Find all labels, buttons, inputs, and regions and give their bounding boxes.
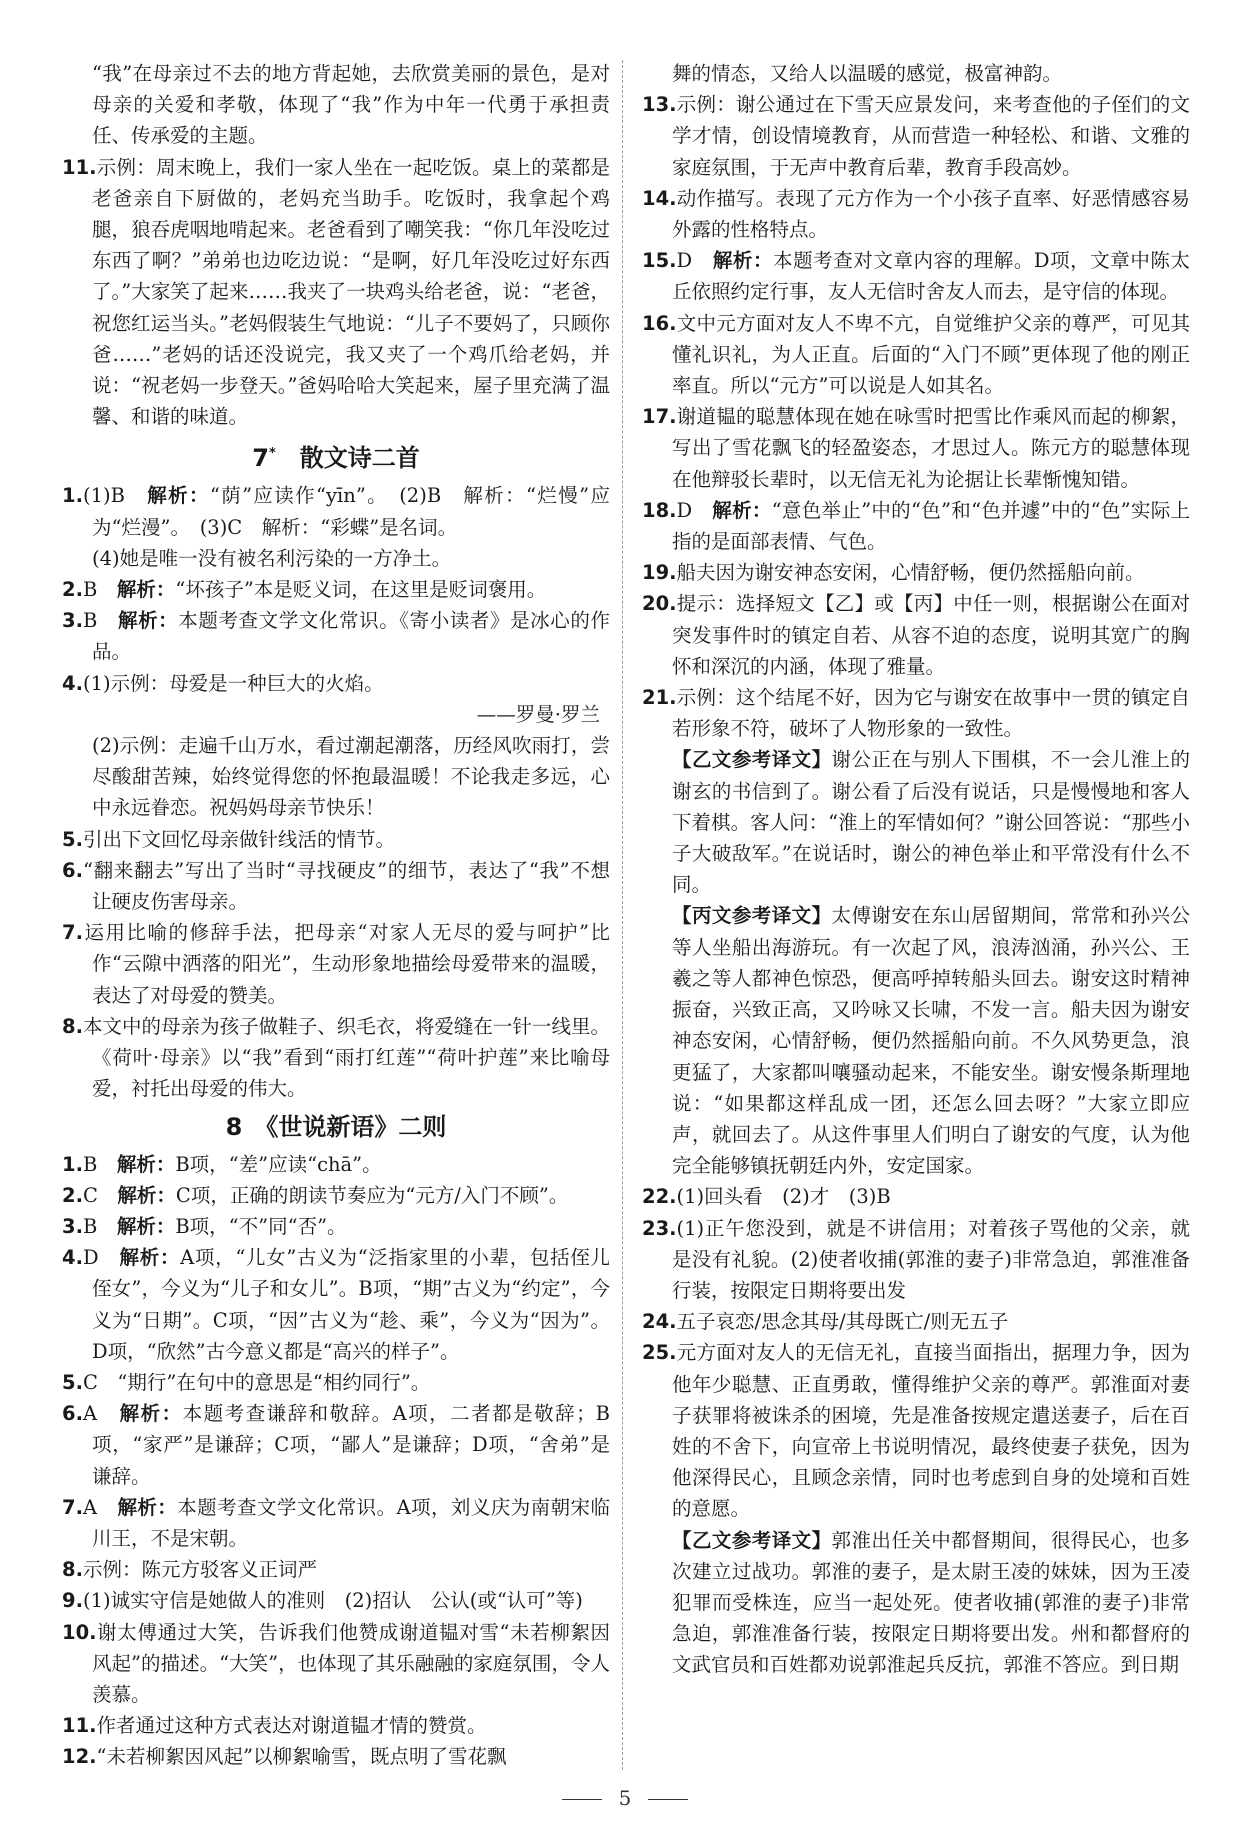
answer-number: 2. (62, 578, 83, 602)
analysis-text: C项，正确的朗读节奏应为“元方/入门不顾”。 (175, 1183, 569, 1207)
right-column (642, 58, 1190, 1681)
answer-number: 3. (62, 609, 83, 633)
answer-item (62, 1398, 610, 1492)
analysis-text: A项，“儿女”古义为“泛指家里的小辈，包括侄儿侄女”，今义为“儿子和女儿”。B项，“期”古义为“约定”，今义为“日期”。C项，“因”古义为“趁、乘”，今义为“因为”。D项，“欣然”古今意义都是“高兴的样子”。 (92, 1246, 610, 1363)
page-footer (0, 1786, 1250, 1810)
answer-text: “未若柳絮因风起”以柳絮喻雪，既点明了雪花飘 (96, 1745, 507, 1769)
analysis-text: “坏孩子”本是贬义词，在这里是贬词褒用。 (175, 578, 547, 602)
answer-text: 谢太傅通过大笑，告诉我们他赞成谢道韫对雪“未若柳絮因风起”的描述。“大笑”，也体现了其乐融融的家庭氛围，令人羡慕。 (92, 1620, 610, 1706)
answer-number: 1. (62, 1152, 83, 1176)
analysis-label: 解析： (119, 1402, 183, 1426)
answer-item (62, 152, 610, 433)
answer-text: (1)回头看 (2)才 (3)B (676, 1185, 891, 1209)
section-heading (62, 1107, 610, 1147)
answer-item (62, 1585, 610, 1616)
answer-item (62, 1180, 610, 1211)
answer-item (62, 1710, 610, 1741)
analysis-label: 解析： (116, 1152, 176, 1176)
answer-item (62, 1242, 610, 1367)
section-mark: * (268, 446, 276, 462)
answer-text: 船夫因为谢安神态安闲，心情舒畅，便仍然摇船向前。 (676, 561, 1145, 585)
section-number: 7 (252, 444, 269, 473)
analysis-text: “期行”在句中的意思是“相约同行”。 (117, 1370, 431, 1394)
quote-attribution (62, 699, 610, 730)
analysis-label: 解析： (117, 1183, 176, 1207)
analysis-label: 解析： (147, 484, 210, 508)
answer-number: 4. (62, 1246, 83, 1270)
answer-number: 10. (62, 1620, 97, 1644)
answer-text: C (82, 1370, 118, 1394)
answer-number: 8. (62, 1558, 83, 1582)
analysis-text: B项，“不”同“否”。 (175, 1214, 347, 1238)
answer-text: 引出下文回忆母亲做针线活的情节。 (82, 827, 395, 851)
answer-item (642, 557, 1190, 588)
answer-item (642, 1306, 1190, 1337)
answer-number: 1. (62, 484, 83, 508)
answer-number: 9. (62, 1589, 83, 1613)
answer-item (642, 682, 1190, 744)
answer-text: 作者通过这种方式表达对谢道韫才情的赞赏。 (96, 1714, 487, 1738)
answer-text: A (82, 1402, 120, 1426)
answer-continuation (642, 58, 1190, 89)
answer-item (642, 183, 1190, 245)
answer-item (642, 245, 1190, 307)
answer-item (642, 588, 1190, 682)
reference-text: 太傅谢安在东山居留期间，常常和孙兴公等人坐船出海游玩。有一次起了风，浪涛汹涌，孙兴公、王羲之等人都神色惊恐，便高呼掉转船头回去。谢安这时精神振奋，兴致正高，又吟咏又长啸，不发一言。船夫因为谢安神态安闲，心情舒畅，便仍然摇船向前。不久风势更急，浪更猛了，大家都叫嚷骚动起来，不能安坐。谢安慢条斯理地说：“如果都这样乱成一团，还怎么回去呀？”大家立即应声，就回去了。从这件事里人们明白了谢安的气度，认为他完全能够镇抚朝廷内外，安定国家。 (672, 904, 1190, 1178)
answer-text: (1)诚实守信是她做人的准则 (2)招认 公认(或“认可”等) (82, 1589, 583, 1613)
analysis-label: 解析： (712, 249, 774, 273)
reference-translation (642, 900, 1190, 1181)
answer-text: B (82, 1214, 117, 1238)
answer-number: 7. (62, 921, 83, 945)
answer-text: (1)B (82, 484, 148, 508)
answer-item (62, 1741, 610, 1772)
page-number: 5 (618, 1786, 632, 1810)
answer-number: 11. (62, 1714, 97, 1738)
answer-text: 文中元方面对友人不卑不亢，自觉维护父亲的尊严，可见其懂礼识礼，为人正直。后面的“入门不顾”更体现了他的刚正率直。所以“元方”可以说是人如其名。 (672, 311, 1190, 398)
answer-text: “翻来翻去”写出了当时“寻找硬皮”的细节，表达了“我”不想让硬皮伤害母亲。 (82, 858, 610, 914)
answer-text: D (676, 498, 713, 522)
answer-item (642, 1337, 1190, 1524)
answer-number: 14. (642, 186, 677, 210)
answer-continuation (62, 58, 610, 152)
answer-text: (2)示例：走遍千山万水，看过潮起潮落，历经风吹雨打，尝尽酸甜苦辣，始终觉得您的怀抱最温暖！不论我走多远，心中永远眷恋。祝妈妈母亲节快乐！ (92, 734, 610, 820)
reference-translation (642, 744, 1190, 900)
analysis-text: 本题考查对文章内容的理解。D项，文章中陈太丘依照约定行事，友人无信时舍友人而去，是守信的体现。 (672, 249, 1190, 304)
answer-item (642, 89, 1190, 183)
answer-item (62, 1011, 610, 1105)
answer-text: 示例：谢公通过在下雪天应景发问，来考查他的子侄们的文学才情，创设情境教育，从而营造一种轻松、和谐、文雅的家庭氛围，于无声中教育后辈，教育手段高妙。 (672, 93, 1190, 179)
answer-number: 16. (642, 311, 677, 335)
section-title: 散文诗二首 (275, 444, 420, 473)
answer-text: “我”在母亲过不去的地方背起她，去欣赏美丽的景色，是对母亲的关爱和孝敬，体现了“我”作为中年一代勇于承担责任、传承爱的主题。 (92, 62, 610, 148)
footer-dash-left (562, 1799, 602, 1800)
answer-number: 8. (62, 1014, 83, 1038)
analysis-text: B项，“差”应读“chā”。 (175, 1152, 382, 1176)
reference-heading: 【乙文参考译文】 (672, 1528, 832, 1552)
answer-item (62, 1211, 610, 1242)
answer-item (62, 480, 610, 542)
answer-number: 24. (642, 1310, 677, 1334)
section-heading (62, 434, 610, 478)
section-title: 《世说新语》二则 (242, 1112, 447, 1141)
answer-text: A (82, 1495, 118, 1519)
answer-item (642, 308, 1190, 402)
answer-text: 本文中的母亲为孩子做鞋子、织毛衣，将爱缝在一针一线里。《荷叶·母亲》以“我”看到“雨打红莲”“荷叶护莲”来比喻母爱，衬托出母爱的伟大。 (82, 1014, 610, 1101)
analysis-text: “荫”应读作“yīn”。 (2)B 解析：“烂慢”应为“烂漫”。 (3)C 解析：“彩蝶”是名词。 (92, 484, 610, 539)
answer-text: B (82, 609, 118, 633)
answer-number: 19. (642, 561, 677, 585)
answer-continuation (62, 730, 610, 824)
answer-text: B (82, 578, 117, 602)
column-divider (622, 60, 623, 1770)
answer-item (62, 824, 610, 855)
answer-number: 17. (642, 405, 677, 429)
answer-text: 元方面对友人的无信无礼，直接当面指出，据理力争，因为他年少聪慧、正直勇敢，懂得维护父亲的尊严。郭淮面对妻子获罪将被诛杀的困境，先是准备按规定遣送妻子，后在百姓的不舍下，向宣帝上书说明情况，最终使妻子获免，因为他深得民心，且顾念亲情，同时也考虑到自身的处境和百姓的意愿。 (672, 1341, 1190, 1521)
reference-text: 郭淮出任关中都督期间，很得民心，也多次建立过战功。郭淮的妻子，是太尉王凌的妹妹，因为王凌犯罪而受株连，应当一起处死。使者收捕(郭淮的妻子)非常急迫，郭淮准备行装，按限定日期将要出发。州和都督府的文武官员和百姓都劝说郭淮起兵反抗，郭淮不答应。到日期 (672, 1528, 1190, 1677)
analysis-label: 解析： (118, 609, 179, 633)
answer-text: (4)她是唯一没有被名利污染的一方净土。 (92, 546, 452, 570)
analysis-label: 解析： (116, 578, 176, 602)
footer-dash-right (648, 1799, 688, 1800)
answer-item (62, 1617, 610, 1711)
answer-item (62, 574, 610, 605)
answer-text: 示例：陈元方驳客义正词严 (82, 1558, 317, 1582)
answer-item (62, 1367, 610, 1398)
answer-continuation (62, 543, 610, 574)
answer-number: 15. (642, 249, 677, 273)
answer-number: 5. (62, 1370, 83, 1394)
answer-number: 4. (62, 671, 83, 695)
answer-item (642, 495, 1190, 557)
answer-number: 6. (62, 858, 83, 882)
answer-text: 示例：周末晚上，我们一家人坐在一起吃饭。桌上的菜都是老爸亲自下厨做的，老妈充当助手。吃饭时，我拿起个鸡腿，狼吞虎咽地啃起来。老爸看到了嘲笑我：“你几年没吃过东西了啊？”弟弟也边吃边说：“是啊，好几年没吃过好东西了。”大家笑了起来……我夹了一块鸡头给老爸，说：“老爸，祝您红运当头。”老妈假装生气地说：“儿子不要妈了，只顾你爸……”老妈的话还没说完，我又夹了一个鸡爪给老妈，并说：“祝老妈一步登天。”爸妈哈哈大笑起来，屋子里充满了温馨、和谐的味道。 (92, 155, 610, 429)
answer-item (62, 1149, 610, 1180)
answer-number: 12. (62, 1745, 97, 1769)
analysis-text: “意色举止”中的“色”和“色并遽”中的“色”实际上指的是面部表情、气色。 (672, 498, 1190, 554)
analysis-label: 解析： (712, 498, 772, 522)
answer-item (62, 668, 610, 699)
answer-item (62, 1492, 610, 1554)
answer-text: 示例：这个结尾不好，因为它与谢安在故事中一贯的镇定自若形象不符，破坏了人物形象的一致性。 (672, 686, 1190, 741)
answer-number: 11. (62, 155, 97, 179)
answer-number: 23. (642, 1216, 677, 1240)
answer-number: 2. (62, 1183, 83, 1207)
answer-item (62, 855, 610, 917)
reference-text: 谢公正在与别人下围棋，不一会儿淮上的谢玄的书信到了。谢公看了后没有说话，只是慢慢地和客人下着棋。客人问：“淮上的军情如何？”谢公回答说：“那些小子大破敌军。”在说话时，谢公的神色举止和平常没有什么不同。 (672, 748, 1190, 897)
answer-text: 动作描写。表现了元方作为一个小孩子直率、好恶情感容易外露的性格特点。 (672, 186, 1190, 242)
answer-item (62, 1554, 610, 1585)
answer-text: (1)示例：母爱是一种巨大的火焰。 (82, 671, 384, 695)
answer-text: 谢道韫的聪慧体现在她在咏雪时把雪比作乘风而起的柳絮，写出了雪花飘飞的轻盈姿态，才思过人。陈元方的聪慧体现在他辩驳长辈时，以无信无礼为论据让长辈惭愧知错。 (672, 405, 1190, 491)
analysis-text: 本题考查谦辞和敬辞。A项，二者都是敬辞；B项，“家严”是谦辞；C项，“鄙人”是谦辞；D项，“舍弟”是谦辞。 (92, 1402, 610, 1488)
section-number: 8 (225, 1112, 243, 1141)
answer-item (62, 605, 610, 667)
answer-item (642, 1213, 1190, 1307)
answer-number: 5. (62, 827, 83, 851)
answer-item (642, 401, 1190, 495)
answer-number: 6. (62, 1402, 83, 1426)
answer-text: (1)正午您没到，就是不讲信用；对着孩子骂他的父亲，就是没有礼貌。(2)使者收捕(郭淮的妻子)非常急迫，郭淮准备行装，按限定日期将要出发 (672, 1216, 1190, 1302)
attribution-text: ——罗曼·罗兰 (476, 702, 600, 726)
left-column (62, 58, 610, 1773)
answer-text: D (82, 1246, 120, 1270)
answer-text: 提示：选择短文【乙】或【丙】中任一则，根据谢公在面对突发事件时的镇定自若、从容不迫的态度，说明其宽广的胸怀和深沉的内涵，体现了雅量。 (672, 592, 1190, 678)
answer-text: 运用比喻的修辞手法，把母亲“对家人无尽的爱与呵护”比作“云隙中洒落的阳光”，生动形象地描绘母爱带来的温暖，表达了对母爱的赞美。 (82, 921, 610, 1007)
answer-text: B (82, 1152, 117, 1176)
reference-translation (642, 1525, 1190, 1681)
answer-text: C (82, 1183, 118, 1207)
reference-heading: 【乙文参考译文】 (672, 748, 832, 772)
analysis-text: 本题考查文学文化常识。《寄小读者》是冰心的作品。 (92, 609, 610, 664)
answer-number: 3. (62, 1214, 83, 1238)
answer-item (62, 917, 610, 1011)
answer-text: D (676, 249, 713, 273)
answer-number: 13. (642, 93, 677, 117)
answer-number: 22. (642, 1185, 677, 1209)
answer-number: 7. (62, 1495, 83, 1519)
answer-item (642, 1181, 1190, 1212)
reference-heading: 【丙文参考译文】 (672, 904, 832, 928)
analysis-label: 解析： (119, 1246, 181, 1270)
analysis-text: 本题考查文学文化常识。A项，刘义庆为南朝宋临川王，不是宋朝。 (92, 1495, 610, 1550)
answer-number: 25. (642, 1341, 677, 1365)
answer-text: 五子哀恋/思念其母/其母既亡/则无五子 (676, 1310, 1009, 1334)
analysis-label: 解析： (117, 1495, 178, 1519)
answer-number: 20. (642, 592, 677, 616)
answer-text: 舞的情态，又给人以温暖的感觉，极富神韵。 (672, 62, 1063, 85)
answer-number: 18. (642, 498, 677, 522)
analysis-label: 解析： (116, 1214, 176, 1238)
answer-number: 21. (642, 686, 677, 710)
